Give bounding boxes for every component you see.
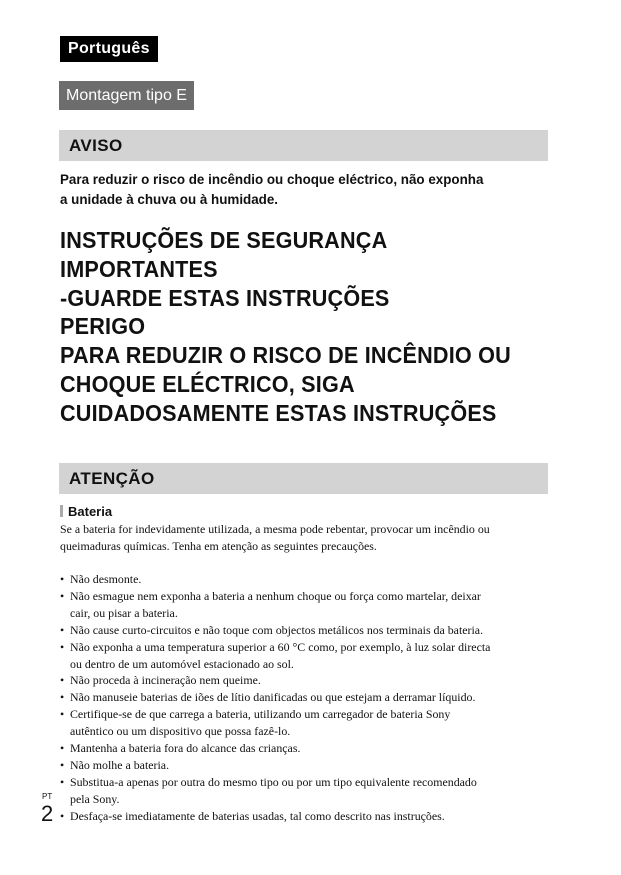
safety-heading [60,226,520,428]
list-item-line: • Substitua-a apenas por outra do mesmo tipo ou por um tipo equivalente recomendado [70,774,477,789]
atencao-heading: ATENÇÃO [59,463,548,494]
language-code: PT [42,792,53,801]
mount-type-label: Montagem tipo E [59,81,194,110]
list-item [60,622,552,639]
language-tab: Português [60,36,158,62]
list-item-line: • Não cause curto-circuitos e não toque com objectos metálicos nos terminais da bateria. [70,622,484,637]
battery-intro [60,521,552,555]
list-item-line: • Certifique-se de que carrega a bateria, utilizando um carregador de bateria Sony [70,707,451,722]
list-item-line: • Não proceda à incineração nem queime. [70,673,261,688]
list-item-line: • Não molhe a bateria. [70,757,170,772]
battery-precautions-list [60,571,552,825]
list-item-line: • Mantenha a bateria fora do alcance das crianças. [70,741,301,756]
list-item-line: pela Sony. [70,791,120,806]
list-item-line: • Não esmague nem exponha a bateria a nenhum choque ou força como martelar, deixar [70,588,481,603]
list-item [60,571,552,588]
list-item [60,740,552,757]
list-item-line: • Não desmonte. [70,572,142,586]
aviso-heading: AVISO [59,130,548,161]
safety-heading-line: CHOQUE ELÉCTRICO, SIGA [60,370,355,397]
safety-heading-line: IMPORTANTES [60,255,218,282]
intro-line: Se a bateria for indevidamente utilizada, a mesma pode rebentar, provocar um incêndio ou [60,522,490,536]
list-item [60,706,552,740]
battery-subheading [60,504,112,520]
list-item-line: cair, ou pisar a bateria. [70,605,178,620]
list-item [60,757,552,774]
list-item-line: • Não exponha a uma temperatura superior a 60 °C como, por exemplo, à luz solar directa [70,639,491,654]
battery-subheading-text: Bateria [68,504,113,519]
list-item [60,774,552,808]
safety-heading-line: CUIDADOSAMENTE ESTAS INSTRUÇÕES [60,399,497,426]
list-item [60,672,552,689]
list-item-line: ou dentro de um automóvel estacionado ao sol. [70,656,294,671]
list-item-line: • Desfaça-se imediatamente de baterias usadas, tal como descrito nas instruções. [70,808,445,823]
list-item-line: • Não manuseie baterias de iões de lítio danificadas ou que estejam a derramar líquido. [70,690,476,705]
list-item-line: autêntico ou um dispositivo que possa fazê-lo. [70,724,291,739]
list-item [60,588,552,622]
list-item [60,808,552,825]
page-number: 2 [41,801,54,826]
warning-line: a unidade à chuva ou à humidade. [60,192,279,207]
safety-heading-line: INSTRUÇÕES DE SEGURANÇA [60,227,388,253]
intro-line: queimaduras químicas. Tenha em atenção as seguintes precauções. [60,539,377,553]
list-item [60,689,552,706]
safety-heading-line: PARA REDUZIR O RISCO DE INCÊNDIO OU [60,342,511,369]
list-item [60,639,552,673]
aviso-warning [60,170,550,210]
safety-heading-line: -GUARDE ESTAS INSTRUÇÕES [60,284,390,311]
warning-line: Para reduzir o risco de incêndio ou choque eléctrico, não exponha [60,172,484,187]
safety-heading-line: PERIGO [60,313,146,340]
subheading-bar [60,505,63,517]
